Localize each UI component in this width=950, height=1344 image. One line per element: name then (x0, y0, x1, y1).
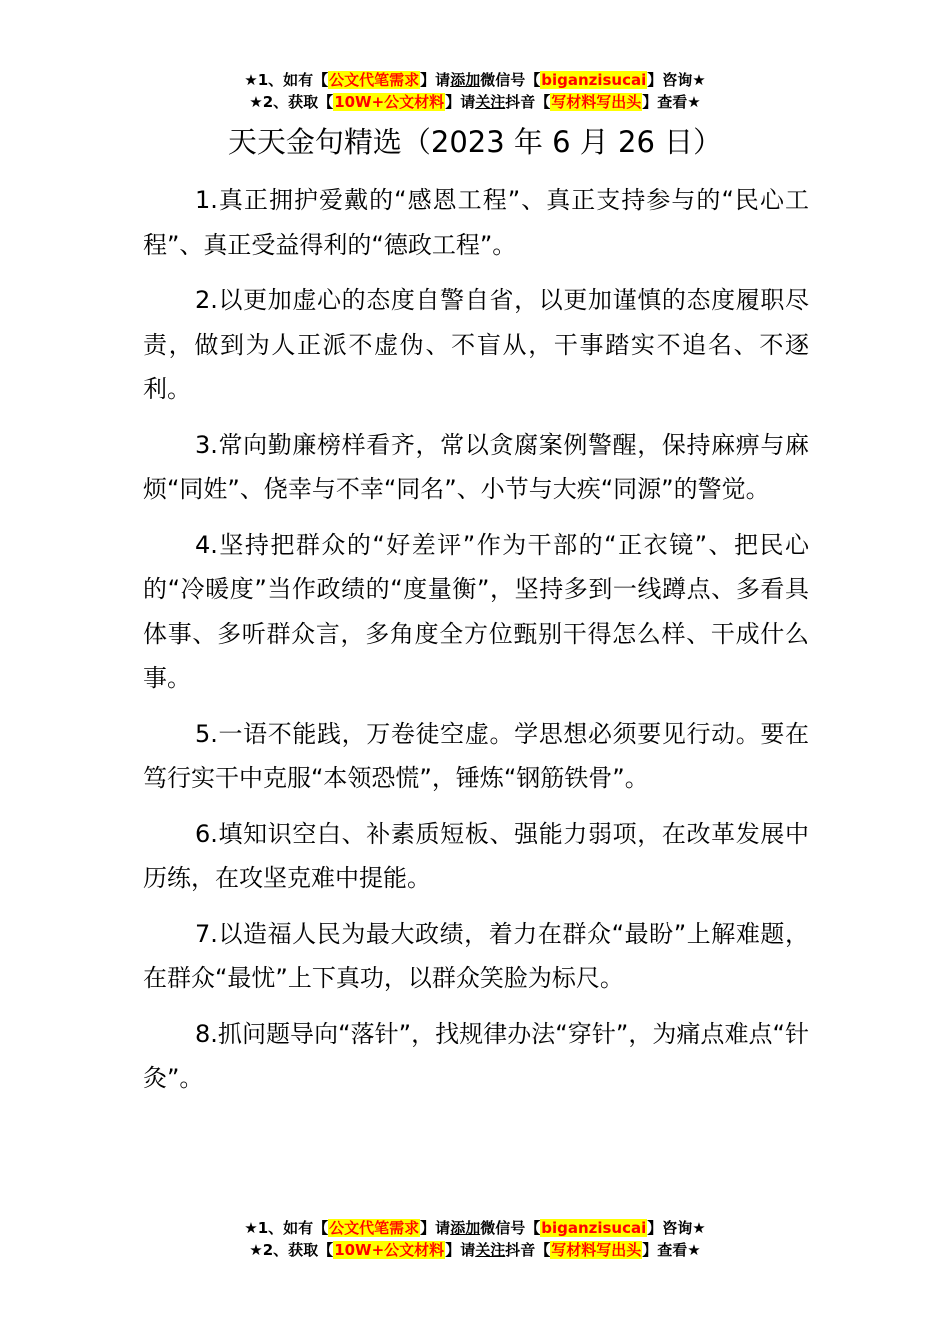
highlight-service: 公文代笔需求 (329, 71, 420, 89)
banner-text: 微信号【 (480, 1219, 541, 1237)
banner-text: 】查看★ (642, 93, 701, 111)
footer-banner (0, 1217, 950, 1261)
quote-item-7: 7.以造福人民为最大政绩，着力在群众“最盼”上解难题，在群众“最忧”上下真功，以群众笑脸为标尺。 (143, 919, 809, 992)
quote-item-3: 3.常向勤廉榜样看齐，常以贪腐案例警醒，保持麻痹与麻烦“同姓”、侥幸与不幸“同名”、小节与大疾“同源”的警觉。 (143, 430, 809, 503)
highlight-wechat-id: biganzisucai (541, 71, 647, 89)
banner-line-2 (0, 91, 950, 113)
quote-item-5: 5.一语不能践，万卷徒空虚。学思想必须要见行动。要在笃行实干中克服“本领恐慌”，锤炼“钢筋铁骨”。 (143, 719, 809, 792)
quote-item-8: 8.抓问题导向“落针”，找规律办法“穿针”，为痛点难点“针灸”。 (143, 1019, 809, 1092)
highlight-materials: 10W+公文材料 (334, 1241, 445, 1259)
quote-item-1: 1.真正拥护爱戴的“感恩工程”、真正支持参与的“民心工程”、真正受益得利的“德政工程”。 (143, 186, 809, 259)
banner-text: 微信号【 (480, 71, 541, 89)
quote-item-2: 2.以更加虚心的态度自警自省，以更加谨慎的态度履职尽责，做到为人正派不虚伪、不盲从，干事踏实不追名、不逐利。 (143, 286, 809, 403)
banner-underline-text: 关注 (475, 93, 506, 111)
banner-text: 】请 (445, 93, 476, 111)
banner-text: ★2、获取【 (249, 1241, 334, 1259)
highlight-douyin-id: 写材料写出头 (551, 1241, 642, 1259)
highlight-materials: 10W+公文材料 (334, 93, 445, 111)
banner-text: ★1、如有【 (244, 71, 329, 89)
highlight-wechat-id: biganzisucai (541, 1219, 647, 1237)
banner-text: 抖音【 (505, 1241, 551, 1259)
quote-item-4: 4.坚持把群众的“好差评”作为干部的“正衣镜”、把民心的“冷暖度”当作政绩的“度量衡”，坚持多到一线蹲点、多看具体事、多听群众言，多角度全方位甄别干得怎么样、干成什么事。 (143, 530, 809, 692)
banner-underline-text: 关注 (475, 1241, 506, 1259)
quote-item-6: 6.填知识空白、补素质短板、强能力弱项，在改革发展中历练，在攻坚克难中提能。 (143, 819, 809, 892)
banner-line-2 (0, 1239, 950, 1261)
banner-underline-text: 添加 (450, 1219, 481, 1237)
banner-text: 】请 (420, 1219, 451, 1237)
highlight-douyin-id: 写材料写出头 (551, 93, 642, 111)
banner-text: 】请 (445, 1241, 476, 1259)
banner-text: 抖音【 (505, 93, 551, 111)
banner-underline-text: 添加 (450, 71, 481, 89)
banner-text: ★1、如有【 (244, 1219, 329, 1237)
banner-line-1 (0, 1217, 950, 1239)
banner-text: 】咨询★ (647, 1219, 706, 1237)
banner-text: 】咨询★ (647, 71, 706, 89)
quote-list (143, 178, 809, 1112)
banner-text: 】查看★ (642, 1241, 701, 1259)
banner-text: ★2、获取【 (249, 93, 334, 111)
highlight-service: 公文代笔需求 (329, 1219, 420, 1237)
banner-text: 】请 (420, 71, 451, 89)
banner-line-1 (0, 69, 950, 91)
page-title: 天天金句精选（2023 年 6 月 26 日） (227, 125, 723, 159)
header-banner (0, 69, 950, 113)
